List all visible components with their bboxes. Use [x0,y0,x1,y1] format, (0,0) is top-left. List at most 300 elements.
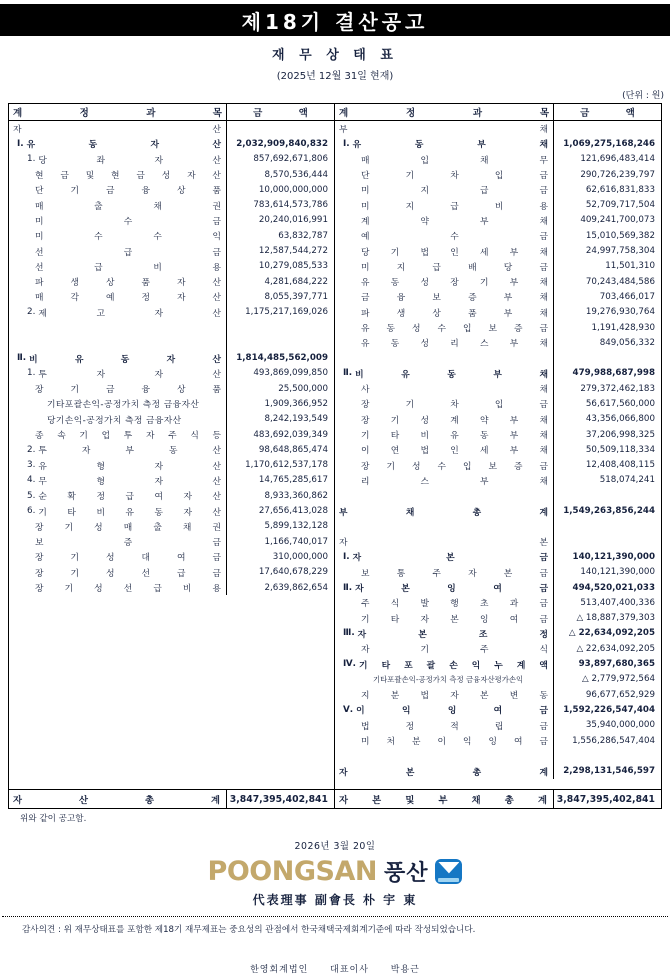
label-char: 성 [420,339,429,350]
label-char: 총 [145,795,154,806]
amount-cell: 27,656,413,028 [258,506,328,517]
label-char: 분 [412,737,421,748]
label-char: 단 [35,186,44,197]
assets-total-label [9,790,227,808]
label-char: 유 [361,339,370,350]
label-char: 지 [361,691,370,702]
account-prefix: 6. [27,506,36,517]
amount-cell: 513,407,400,336 [580,597,655,608]
label-char: 분 [390,691,400,702]
label-char: 권 [212,522,221,533]
table-row [335,228,661,243]
amount-cell: 8,055,397,771 [264,291,328,302]
account-label-text [361,168,550,181]
amount-cell: 1,909,366,952 [264,398,328,409]
label-char: 입 [463,324,472,334]
label-char: 자 [13,795,22,806]
account-label-cell [9,427,227,442]
account-label-cell [335,702,554,717]
label-char: 급 [450,201,459,212]
label-char: 지 [396,262,406,273]
label-char: 부 [509,446,519,457]
label-char: 잉 [447,706,457,717]
account-label-text [361,183,550,196]
account-label-cell [335,488,554,503]
auditor-name: 박용근 [390,965,420,975]
label-char: 잉 [488,737,497,748]
label-char: 금 [539,737,548,748]
account-label-text [361,459,550,472]
amount-cell: 10,000,000,000 [258,184,328,195]
assets-row-list [9,121,334,789]
label-char: 자 [339,767,348,778]
table-row [9,335,334,350]
account-label-cell [9,519,227,534]
label-char: 금 [539,461,548,472]
liabilities-equity-total-amount: 3,847,395,402,841 [556,793,655,805]
amount-cell: 140,121,390,000 [580,567,655,578]
table-row [335,473,661,488]
label-char: 계 [539,507,548,518]
liabilities-row-list [335,121,661,789]
label-char: 자 [154,476,163,487]
label-char: 용 [539,201,548,212]
label-char: 투 [123,431,133,442]
amount-cell: 2,032,909,840,832 [236,138,328,149]
company-logo [0,856,670,887]
label-char: 부 [509,339,519,350]
account-label-cell [9,565,227,580]
account-label-cell [9,534,227,549]
amount-cell: 703,466,017 [599,291,655,302]
label-char: 자 [154,308,163,319]
table-row [335,672,661,687]
label-char: 자 [339,538,348,549]
account-label-text: 기타포괄손익-공정가치 측정 금융자산 [47,400,200,411]
label-char: 융 [396,293,406,304]
label-char: 및 [85,171,95,182]
label-char: 부 [480,476,489,487]
account-label-cell [335,350,554,365]
label-char: 수 [94,232,103,243]
label-char: 산 [212,476,221,487]
label-char: 급 [123,247,133,258]
label-char: 본 [539,538,548,549]
total-label-text [13,792,222,806]
label-char: 입 [494,400,504,411]
table-row [335,488,661,503]
account-label-cell [335,763,554,778]
account-label-text [361,443,550,456]
account-prefix: Ⅴ. [343,704,354,715]
account-label-text [361,428,550,441]
account-prefix: Ⅱ. [17,353,27,364]
account-label-cell [9,335,227,350]
table-row [335,182,661,197]
amount-cell: 494,520,021,033 [572,582,655,593]
label-char: 여 [514,737,523,748]
label-char: 파 [35,278,44,289]
liabilities-header-row [335,104,661,121]
label-char: 수 [123,216,133,227]
amount-cell: 93,897,680,365 [578,659,655,670]
label-char: 여 [177,553,186,564]
table-row [9,305,334,320]
statement-subtitle: 재 무 상 태 표 [272,48,398,63]
label-char: 본 [503,568,513,579]
account-prefix: Ⅰ. [343,551,350,562]
account-label-cell [335,458,554,473]
account-label-cell [335,289,554,304]
account-label-cell [335,320,554,335]
account-label-cell [335,136,554,151]
label-char: 금 [539,721,548,732]
label-char: 기 [361,614,370,625]
label-char: 주 [168,431,177,442]
label-char: 부 [503,308,513,319]
as-of-date: (2025년 12월 31일 현재) [276,71,394,82]
account-label-cell [335,197,554,212]
label-char: 기 [70,553,79,564]
label-char: 속 [57,431,66,442]
account-label-text [361,719,550,732]
label-char: 품 [212,385,221,396]
label-char: 대 [141,553,150,564]
auditor-line [0,962,670,975]
account-label-cell [335,611,554,626]
label-char: 융 [141,385,150,396]
label-char: 단 [361,171,370,182]
table-row [335,197,661,212]
label-char: 부 [509,278,519,289]
table-row [335,152,661,167]
account-label-text [35,183,223,196]
account-label-text [339,122,550,135]
label-char: 통 [396,568,406,579]
label-char: 잉 [480,614,489,625]
label-char: 타 [390,614,400,625]
header-char: 정 [405,108,416,119]
account-label-cell [335,366,554,381]
table-row [9,289,334,304]
label-char: 미 [35,232,44,243]
label-char: 동 [154,507,163,518]
label-char: 장 [361,461,370,472]
table-row [9,228,334,243]
label-char: 수 [437,461,446,472]
assets-total-row [9,789,334,808]
account-label-cell [335,656,554,671]
account-label-cell [9,442,227,457]
label-char: 입 [494,171,504,182]
label-char: 자 [145,431,155,442]
table-row [335,427,661,442]
account-label-cell [335,672,554,687]
label-char: 부 [339,507,348,518]
label-char: 장 [35,522,44,533]
label-char: 본 [372,795,382,806]
amount-cell: 849,056,332 [599,337,655,348]
title-banner [0,4,670,36]
table-row [9,473,334,488]
account-label-text [38,474,223,487]
label-char: 포 [404,660,413,671]
ceo-signature-line: 代表理事 副會長 朴 宇 東 [252,893,418,907]
account-label-text [35,520,223,533]
amount-cell: 2,298,131,546,597 [563,766,655,777]
liabilities-equity-total-label [335,790,554,808]
label-char: 식 [190,431,199,442]
liabilities-body [335,121,661,808]
label-char: 산 [79,795,88,806]
label-char: 금 [136,171,145,182]
table-row [335,503,661,518]
account-label-cell [335,580,554,595]
label-char: 금 [539,553,548,564]
table-row [9,213,334,228]
label-char: 자 [352,553,362,564]
table-row [335,641,661,656]
account-prefix: 3. [27,460,36,471]
account-label-cell [9,473,227,488]
label-char: 동 [447,369,456,380]
assets-side [9,104,335,808]
label-char: 선 [35,262,44,273]
account-label-text [35,229,223,242]
label-char: 유 [26,140,36,151]
table-row [335,626,661,641]
label-char: 기 [38,507,47,518]
label-char: 여 [493,706,503,717]
label-char: 산 [212,278,221,289]
label-char: 조 [478,629,488,640]
liabilities-account-header [335,104,554,120]
amount-cell: 17,640,678,229 [258,567,328,578]
label-char: 금 [361,293,370,304]
label-char: 자 [150,140,160,151]
table-row [335,565,661,580]
account-label-text [355,581,550,594]
header-char: 과 [472,108,483,119]
account-label-text [361,413,550,426]
table-row [9,503,334,518]
label-char: 이 [437,737,446,748]
label-char: 타 [390,431,400,442]
amount-cell: 63,832,787 [278,230,328,241]
table-row [9,534,334,549]
account-label-text [35,245,223,258]
table-row [335,458,661,473]
account-label-cell [335,121,554,136]
label-char: 금 [539,568,548,579]
label-char: 자 [468,568,477,579]
label-char: 유 [401,369,410,380]
table-row [9,565,334,580]
label-char: 자 [357,629,367,640]
account-label-text [361,321,550,334]
account-label-cell [9,259,227,274]
amount-cell: 2,639,862,654 [264,582,328,593]
label-char: 금 [539,186,548,197]
label-char: 약 [480,415,489,426]
label-char: 동 [88,140,98,151]
label-char: 계 [450,415,459,426]
amount-cell: △ 22,634,092,205 [568,628,655,639]
table-row [9,136,334,151]
table-row [9,519,334,534]
label-char: 성 [420,278,429,289]
amount-cell: △ 22,634,092,205 [576,643,655,654]
label-char: 행 [450,599,459,610]
label-char: 동 [390,339,400,350]
amount-cell: 4,281,684,222 [264,276,328,287]
label-char: 동 [120,354,130,365]
label-char: 제 [38,308,47,319]
label-char: 자 [361,645,370,656]
label-char: 기 [64,584,74,595]
account-label-text: 당기손익-공정가치 측정 금융자산 [47,415,182,426]
assets-header-row [9,104,334,121]
label-char: 성 [420,415,429,426]
account-label-text [27,137,223,150]
label-char: 지 [420,186,429,197]
account-label-cell [335,243,554,258]
amount-cell: 5,899,132,128 [264,521,328,532]
logo-korean-text: 풍산 [383,861,429,886]
account-label-text [353,550,550,563]
liabilities-amount-header [554,104,661,120]
table-row [335,611,661,626]
label-char: 장 [35,385,44,396]
label-char: 금 [106,385,115,396]
liabilities-equity-side [335,104,661,808]
account-label-cell [9,381,227,396]
label-char: 차 [450,400,459,411]
table-row [335,748,661,763]
label-char: 부 [509,415,519,426]
label-char: 증 [123,538,133,549]
label-char: 처 [386,737,395,748]
label-char: 기 [405,400,415,411]
table-row [335,656,661,671]
label-char: 본 [401,584,410,595]
account-label-text [35,260,223,273]
auditor-title: 대표이사 [330,965,369,975]
label-char: 차 [450,171,459,182]
label-char: 채 [539,446,548,457]
account-label-text [35,290,223,303]
header-char: 계 [13,108,23,119]
account-label-text: 기타포괄손익-공정가치 측정 금융자산평가손익 [373,674,524,684]
label-char: 금 [539,706,548,717]
label-char: 금 [539,614,548,625]
account-label-text [361,275,550,288]
label-char: 비 [96,507,105,518]
table-row [9,381,334,396]
label-char: 법 [361,721,370,732]
label-char: 계 [211,795,220,806]
label-char: 리 [361,476,370,487]
table-row [335,442,661,457]
label-char: 본 [446,553,455,564]
header-char: 정 [79,108,89,119]
label-char: 품 [141,278,150,289]
label-char: 계 [537,795,547,806]
label-char: 형 [96,461,105,472]
label-char: 자 [154,369,163,380]
table-row [9,427,334,442]
label-char: 자 [154,155,163,166]
header-char: 목 [212,108,222,119]
label-char: 동 [414,140,424,151]
account-label-text [361,199,550,212]
account-label-cell [9,549,227,564]
declaration-text: 위와 같이 공고함. [20,814,87,824]
label-char: 채 [539,140,548,151]
label-char: 금 [539,232,548,243]
amount-cell: 1,592,226,547,404 [563,704,655,715]
label-char: 세 [480,446,489,457]
account-label-cell [9,213,227,228]
label-char: 금 [212,568,221,579]
label-char: 입 [420,155,429,166]
table-row [9,167,334,182]
table-row [9,152,334,167]
label-char: 상 [177,186,186,197]
label-char: 산 [212,125,221,136]
label-char: 총 [472,507,482,518]
table-row [335,412,661,427]
label-char: 금 [539,324,548,334]
label-char: 과 [509,599,519,610]
table-row [9,488,334,503]
label-char: 금 [539,400,548,411]
account-prefix: Ⅳ. [343,659,357,670]
account-prefix: 1. [27,368,36,379]
account-label-cell [9,197,227,212]
label-char: 수 [153,232,162,243]
account-label-cell [335,305,554,320]
amount-cell: 8,933,360,862 [264,490,328,501]
label-char: 산 [212,461,221,472]
table-row [335,595,661,610]
account-label-text [35,535,223,548]
amount-cell: 1,170,612,537,178 [245,460,328,471]
account-label-text [361,596,550,609]
label-char: 순 [38,492,47,503]
label-char: 적 [450,721,459,732]
account-label-text [35,550,223,563]
label-char: 자 [183,492,192,503]
label-char: 비 [153,262,162,273]
label-char: 업 [101,431,111,442]
amount-cell: 1,814,485,562,009 [236,353,328,364]
auditor-firm: 한영회계법인 [250,965,309,975]
label-char: 당 [361,247,370,258]
table-row [9,259,334,274]
label-char: 채 [539,385,548,396]
label-char: 본 [405,767,415,778]
label-char: 투 [38,446,47,457]
account-label-cell [335,733,554,748]
account-label-text [35,581,223,594]
logo-mark-icon [435,859,462,884]
amount-cell: 25,500,000 [278,383,328,394]
account-label-cell [335,519,554,534]
account-label-cell [335,381,554,396]
amount-cell: 20,240,016,991 [258,215,328,226]
account-label-text [38,443,223,456]
